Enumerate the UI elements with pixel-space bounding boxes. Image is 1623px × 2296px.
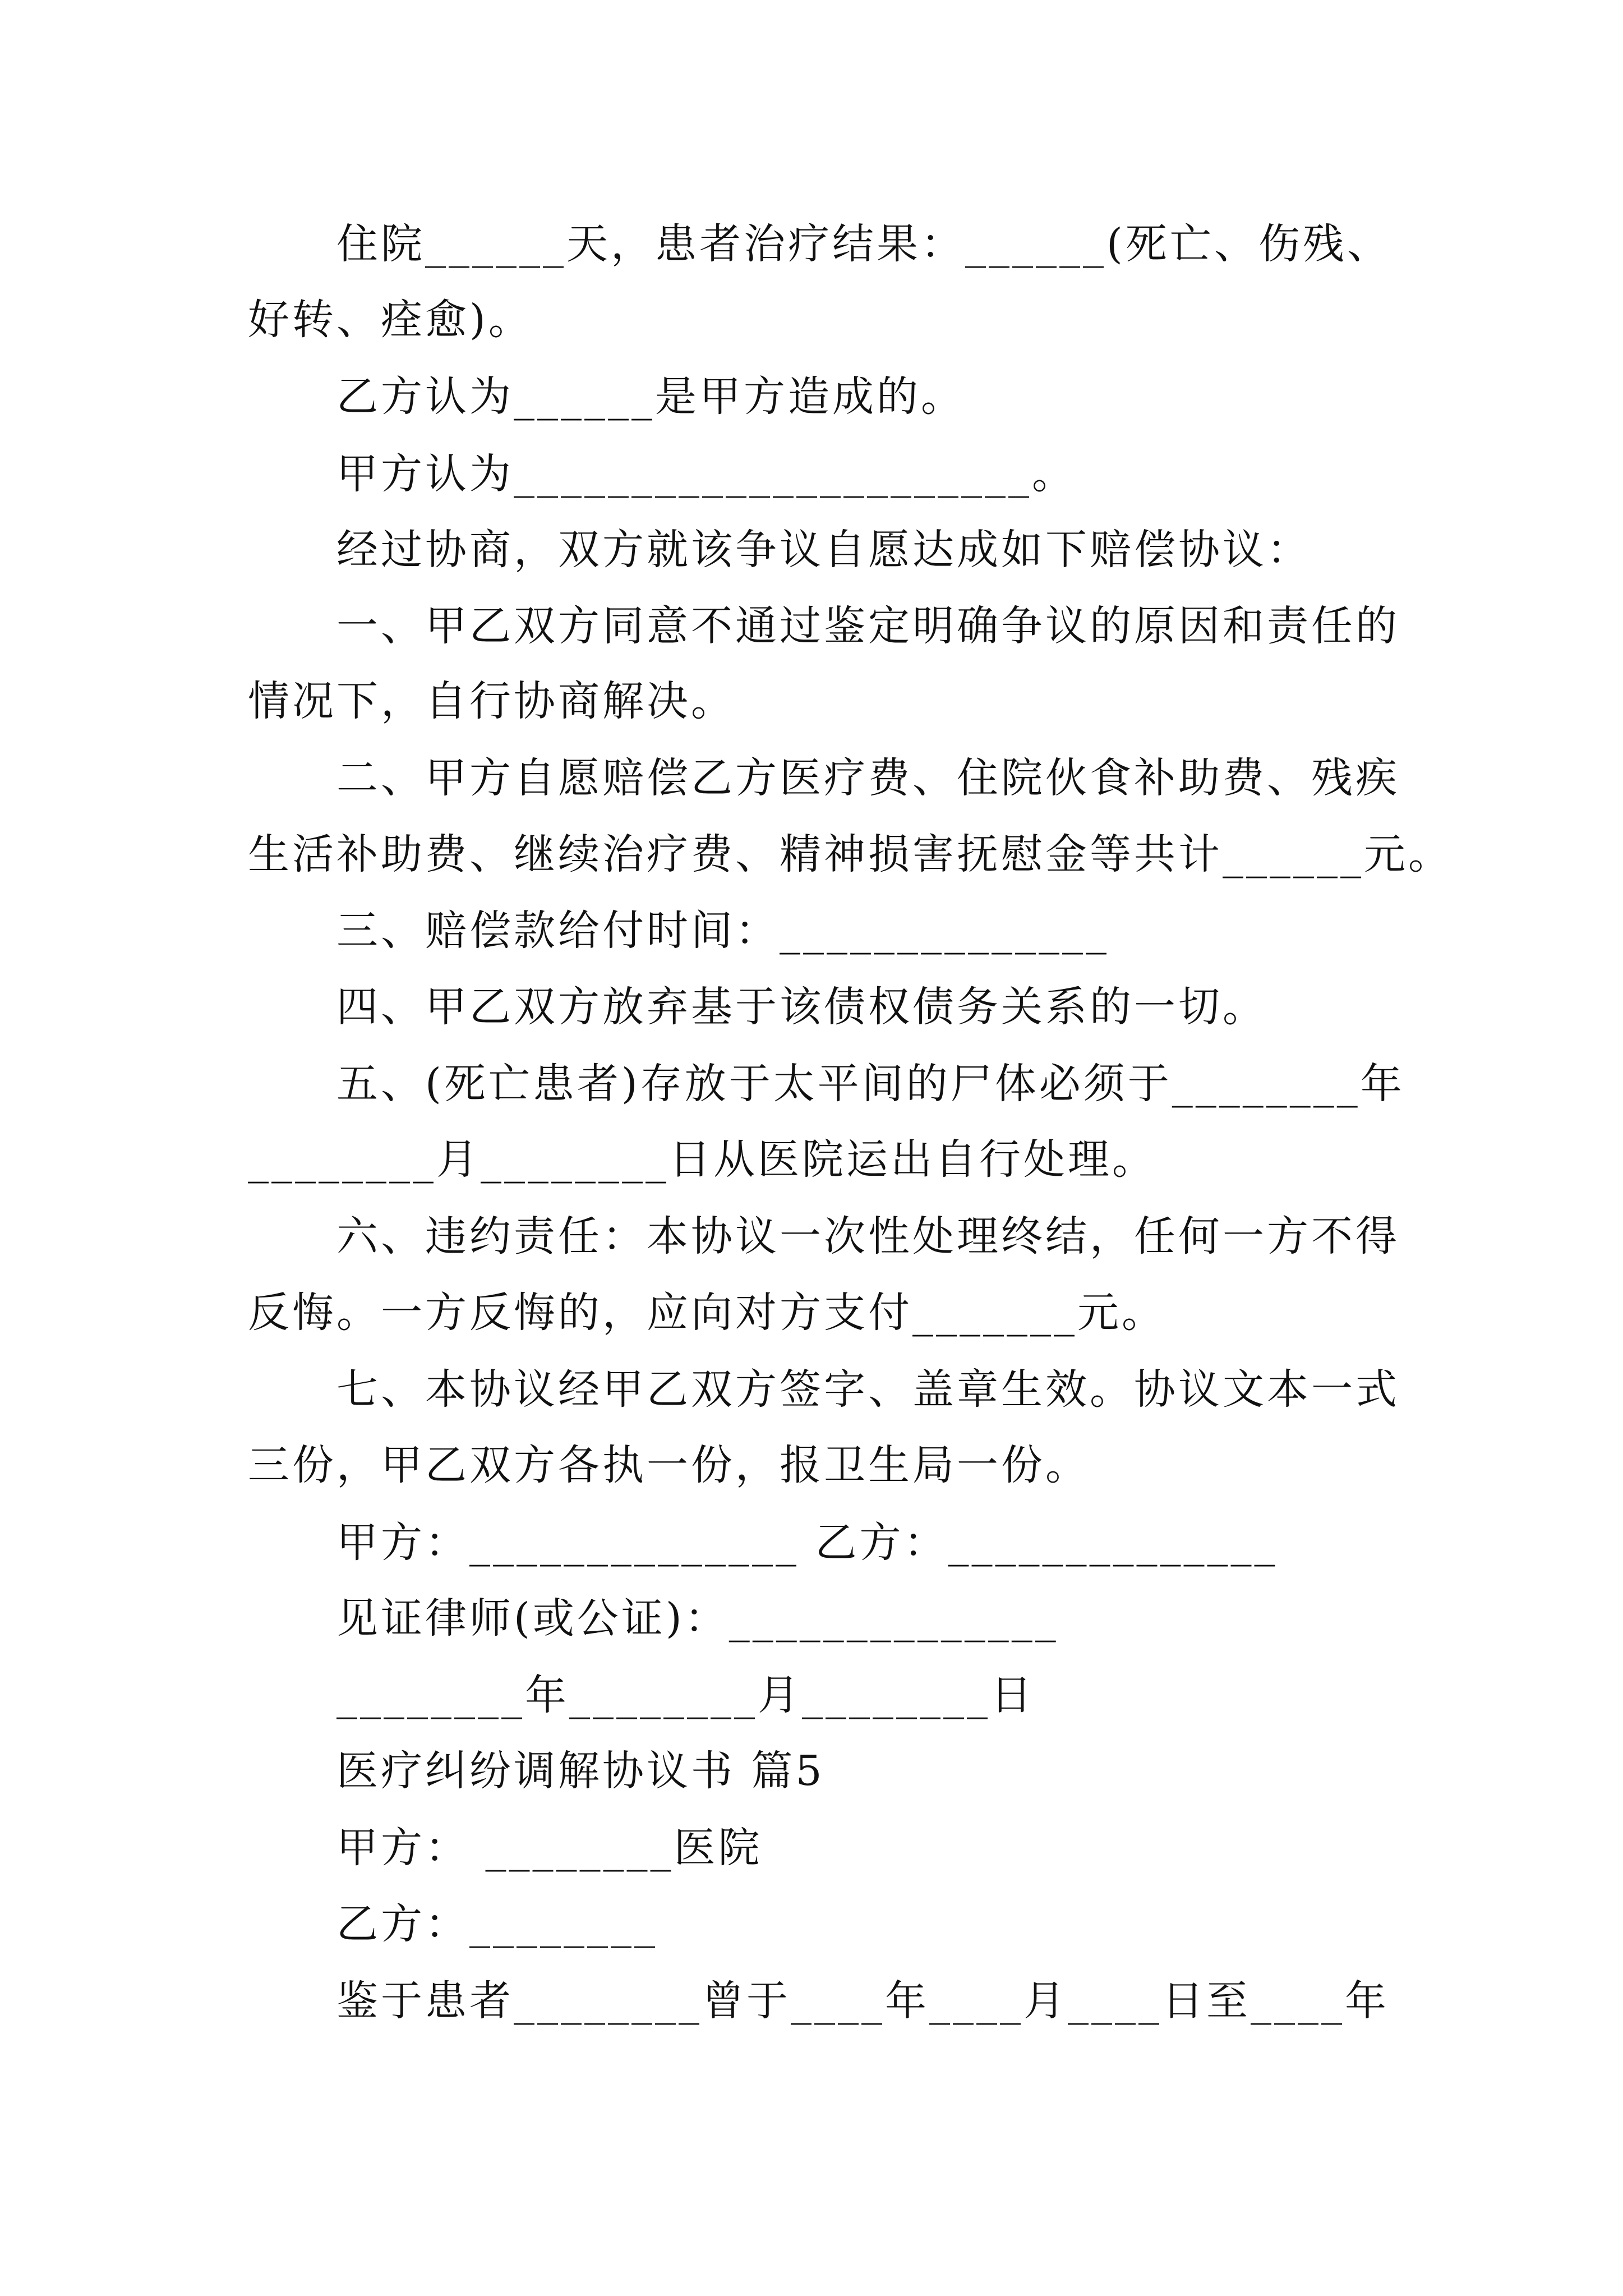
- text-line: 住院______天，患者治疗结果：______(死亡、伤残、: [336, 220, 1391, 268]
- text-line: 一、甲乙双方同意不通过鉴定明确争议的原因和责任的: [336, 602, 1400, 650]
- text-line: 乙方：________: [336, 1900, 658, 1948]
- text-line: 好转、痊愈)。: [248, 296, 533, 344]
- text-line: 见证律师(或公证)：______________: [336, 1594, 1059, 1642]
- text-line: 三、赔偿款给付时间：______________: [336, 907, 1109, 955]
- text-line: 五、(死亡患者)存放于太平间的尸体必须于________年: [336, 1060, 1405, 1108]
- text-line: 生活补助费、继续治疗费、精神损害抚慰金等共计______元。: [248, 830, 1453, 878]
- text-line: 甲方认为______________________。: [336, 450, 1076, 498]
- text-line: 甲方： ________医院: [336, 1824, 763, 1872]
- text-line: 甲方：______________ 乙方：______________: [336, 1519, 1278, 1567]
- text-line: 经过协商，双方就该争议自愿达成如下赔偿协议：: [336, 526, 1311, 574]
- text-line: 四、甲乙双方放弃基于该债权债务关系的一切。: [336, 983, 1267, 1031]
- text-line: 乙方认为______是甲方造成的。: [336, 372, 965, 421]
- text-line: 鉴于患者________曾于____年____月____日至____年: [336, 1977, 1389, 2025]
- text-line: 反悔。一方反悔的，应向对方支付_______元。: [248, 1289, 1166, 1337]
- text-line: ________月________日从医院运出自行处理。: [248, 1135, 1156, 1184]
- text-line: 六、违约责任：本协议一次性处理终结，任何一方不得: [336, 1212, 1400, 1260]
- text-line: 二、甲方自愿赔偿乙方医疗费、住院伙食补助费、残疾: [336, 754, 1400, 802]
- section-heading: 医疗纠纷调解协议书 篇5: [336, 1747, 825, 1795]
- text-line: 三份，甲乙双方各执一份，报卫生局一份。: [248, 1441, 1090, 1489]
- text-line: 七、本协议经甲乙双方签字、盖章生效。协议文本一式: [336, 1365, 1400, 1414]
- text-line: ________年________月________日: [336, 1671, 1035, 1719]
- text-line: 情况下，自行协商解决。: [248, 677, 735, 725]
